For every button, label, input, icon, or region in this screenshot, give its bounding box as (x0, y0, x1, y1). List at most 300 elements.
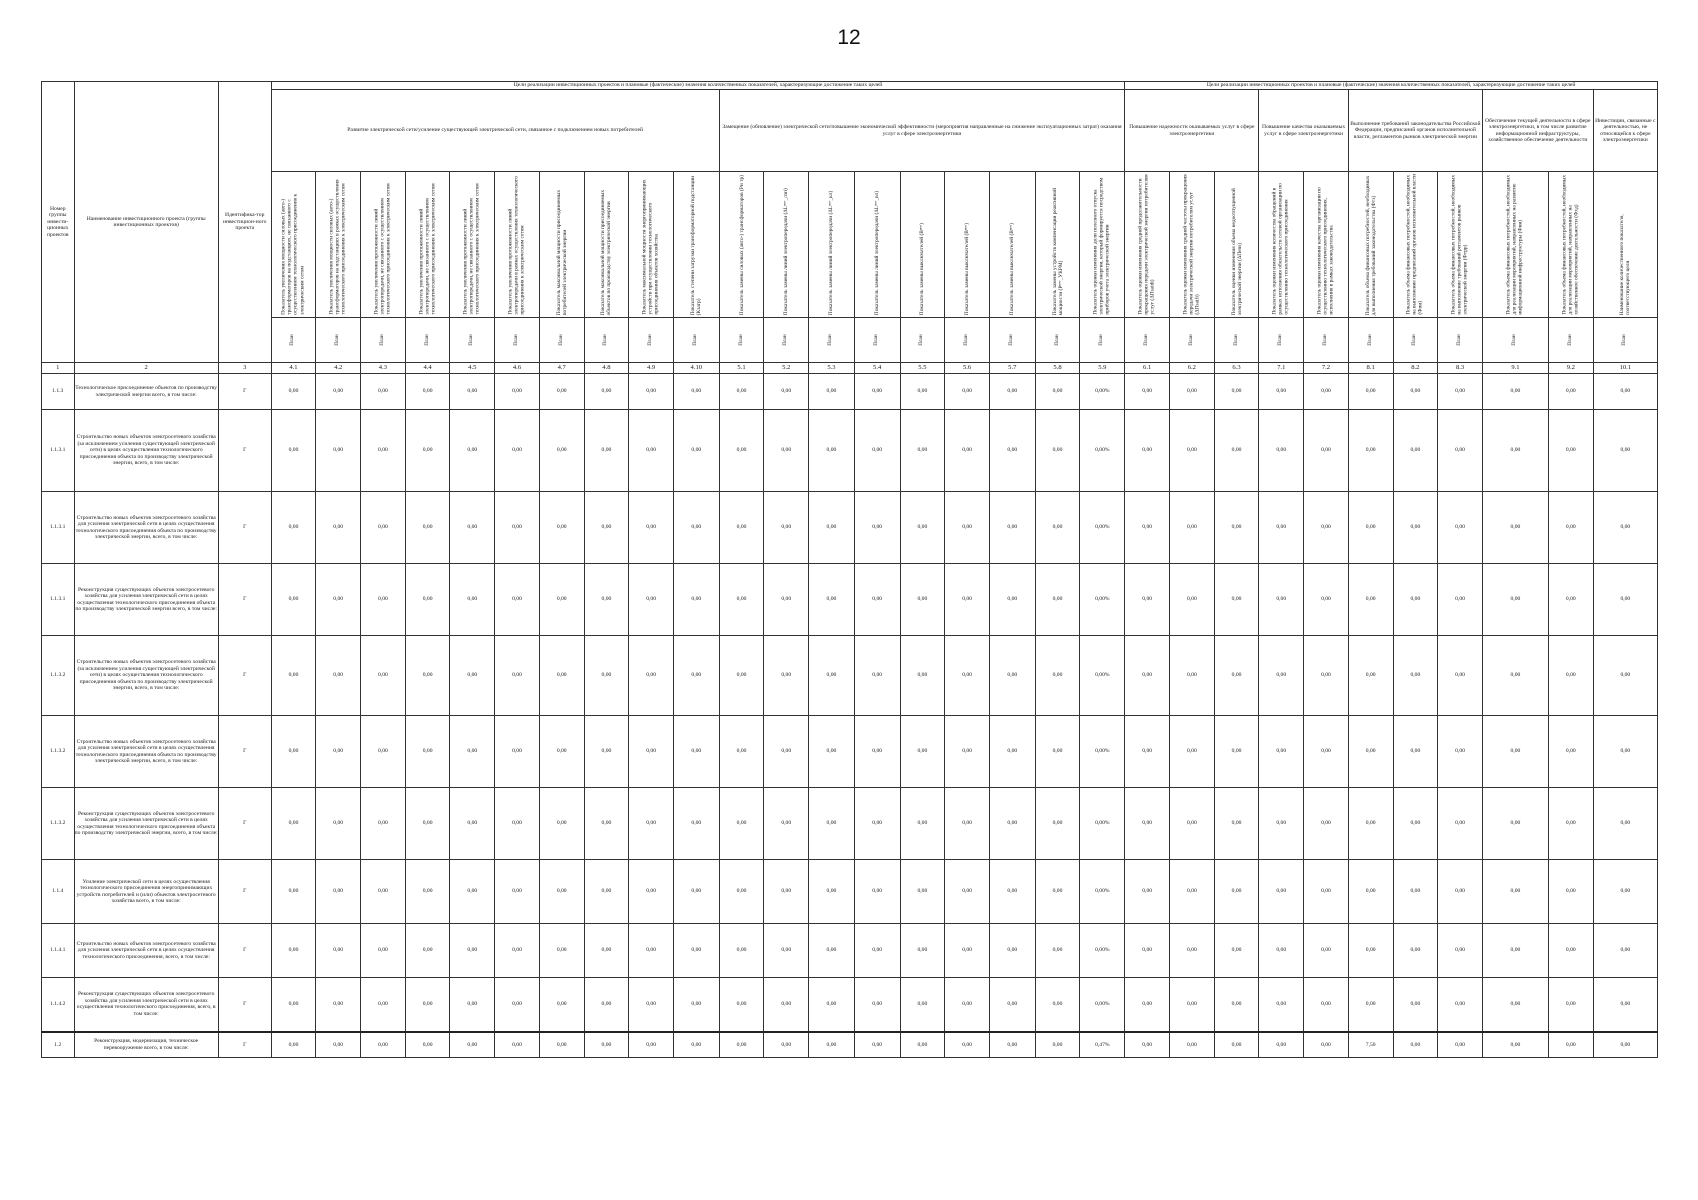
row-value: 0,00 (495, 924, 540, 978)
row-value: 0,00% (1080, 924, 1125, 978)
header-subgroup-4: Развитие электрической сети/усиление существующей электрической сети, связанное с подключением новых потребителей (271, 90, 719, 172)
row-value: 0,00 (719, 788, 764, 860)
row-value: 0,00 (361, 1032, 406, 1058)
row-value: 0,00 (1348, 410, 1393, 492)
row-value: 0,00 (1438, 374, 1483, 410)
row-value: 0,00 (1482, 978, 1548, 1032)
row-value: 0,00 (719, 374, 764, 410)
row-value: 0,00 (764, 564, 809, 636)
row-code: 1.1.3.2 (42, 788, 75, 860)
row-value: 0,00 (361, 716, 406, 788)
indicator-header-19 (1080, 172, 1125, 318)
row-value: 0,00 (854, 716, 900, 788)
indicator-label: Показатель увеличения протяженности линий электропередачи, не связанного с осуществлением технологического присоединения к электрическим сетям (462, 183, 482, 315)
row-value: 0,00 (854, 564, 900, 636)
indicator-header-27 (1438, 172, 1483, 318)
row-value: 0,00 (405, 374, 450, 410)
row-name: Строительство новых объектов электросетевого хозяйства (за исключением усиления существующей электрической сети) в целях осуществления технологического присоединения объекта по производству электрической энергии, всего, в том числе: (74, 410, 218, 492)
row-value: 0,00 (989, 716, 1035, 788)
row-value: 0,00 (271, 978, 316, 1032)
indicator-label: Показатель оценки изменения средней частоты прекращения передачи электрической энергии потребителям услуг (ΔПsaifi) (1182, 174, 1201, 315)
row-code: 1.1.4 (42, 860, 75, 924)
indicator-header-4 (405, 172, 450, 318)
indicator-label: Показатель оценки изменения качества организации по осуществлению технологического присоединения, исполнения в рамках законодательства (1316, 187, 1336, 315)
row-value: 0,00 (1035, 978, 1080, 1032)
row-value: 0,00 (854, 978, 900, 1032)
indicator-header-13 (809, 172, 855, 318)
row-name: Усиление электрической сети в целях осуществления технологического присоединения энергопринимающих устройств потребителей и (или) объектов электросетевого хозяйства всего, в том числе: (74, 860, 218, 924)
indicator-label: Показатель увеличения протяженности линий электропередачи, не связанного с осуществлением технологического присоединения к электрическим сетям (418, 183, 437, 315)
row-value: 0,00 (764, 374, 809, 410)
row-value: 0,00 (361, 492, 406, 564)
row-value: 0,00 (900, 860, 945, 924)
row-value: 0,00 (1393, 636, 1438, 716)
row-value: 0,00 (450, 410, 495, 492)
row-value: 0,00 (1259, 636, 1304, 716)
row-value: 0,00 (1348, 716, 1393, 788)
plan-label: План (468, 334, 475, 346)
row-value: 0,00 (945, 788, 990, 860)
plan-label: План (1511, 334, 1518, 346)
row-value: 0,00 (361, 924, 406, 978)
row-value: 0,00 (1393, 860, 1438, 924)
indicator-label: Показатель замены силовых (авто-) трансформаторов (Pн тр) (738, 174, 745, 315)
row-value: 0,00 (809, 716, 855, 788)
row-value: 0,00 (1438, 860, 1483, 924)
row-value: 0,00% (1080, 636, 1125, 716)
plan-header-3 (361, 318, 406, 363)
plan-label: План (1456, 334, 1463, 346)
plan-header-11 (719, 318, 764, 363)
row-value: 0,00 (361, 860, 406, 924)
plan-header-22 (1214, 318, 1259, 363)
row-name: Строительство новых объектов электросетевого хозяйства для усиления электрической сети в целях осуществления технологического присоединения, всего, в том числе: (74, 924, 218, 978)
column-number: 4.10 (673, 363, 719, 374)
table-row (42, 564, 1658, 636)
row-value: 0,00 (539, 564, 584, 636)
row-value: 0,00 (405, 636, 450, 716)
row-value: 0,00 (989, 788, 1035, 860)
plan-header-8 (584, 318, 629, 363)
row-value: 0,00 (673, 564, 719, 636)
indicator-header-24 (1304, 172, 1349, 318)
column-number: 5.9 (1080, 363, 1125, 374)
row-value: 0,00 (945, 978, 990, 1032)
column-number: 5.4 (854, 363, 900, 374)
indicator-header-14 (854, 172, 900, 318)
row-value: 0,00 (495, 564, 540, 636)
row-value: 0,00 (719, 978, 764, 1032)
row-value: 0,00 (1482, 860, 1548, 924)
row-value: 0,00 (719, 492, 764, 564)
row-value: 0,00 (1304, 564, 1349, 636)
plan-label: План (423, 334, 430, 346)
indicator-header-15 (900, 172, 945, 318)
row-value: 0,00 (316, 492, 361, 564)
row-value: 0,00 (1170, 564, 1215, 636)
row-value: 0,00 (945, 492, 990, 564)
row-value: 0,00 (673, 374, 719, 410)
row-value: 0,00 (1548, 860, 1593, 924)
row-value: 0,00 (1593, 564, 1657, 636)
plan-label: План (289, 334, 296, 346)
row-value: 0,00 (1125, 860, 1170, 924)
row-value: 0,00 (1482, 788, 1548, 860)
row-name: Реконструкция существующих объектов электросетевого хозяйства для усиления электрической сети в целях осуществления технологического присоединения объекта по производству электрической энергии, всего, в том числе: (74, 788, 218, 860)
plan-label: План (873, 334, 880, 346)
plan-header-13 (809, 318, 855, 363)
row-value: 0,00 (1348, 374, 1393, 410)
row-value: 0,00 (1170, 636, 1215, 716)
row-identifier: Г (218, 716, 271, 788)
plan-header-24 (1304, 318, 1349, 363)
indicator-header-17 (989, 172, 1035, 318)
row-value: 0,00 (1214, 374, 1259, 410)
plan-header-30 (1593, 318, 1657, 363)
row-value: 0,00 (539, 716, 584, 788)
row-value: 0,00 (1548, 924, 1593, 978)
row-value: 0,00 (764, 716, 809, 788)
indicator-label: Показатель замены линий электропередачи (ΔLⁿᵉʷ_лэп) (783, 187, 790, 315)
row-value: 0,00 (945, 564, 990, 636)
table-row (42, 788, 1658, 860)
plan-header-5 (450, 318, 495, 363)
row-value: 0,00 (673, 716, 719, 788)
row-value: 0,00 (719, 924, 764, 978)
row-code: 1.1.4.2 (42, 978, 75, 1032)
row-value: 0,00 (1259, 716, 1304, 788)
row-value: 0,00 (1259, 860, 1304, 924)
row-value: 0,00 (584, 924, 629, 978)
row-value: 0,00 (809, 924, 855, 978)
row-value: 0,00 (1214, 410, 1259, 492)
row-value: 0,00 (1259, 564, 1304, 636)
row-identifier: Г (218, 924, 271, 978)
row-value: 0,00 (1393, 492, 1438, 564)
row-value: 0,00 (809, 860, 855, 924)
row-value: 0,00 (316, 716, 361, 788)
row-value: 0,00 (1593, 410, 1657, 492)
plan-label: План (1321, 334, 1328, 346)
header-goals-right: Цели реализации инвестиционных проектов и плановые (фактические) значения количественных показателей, характеризующие достижение таких целей (1125, 82, 1658, 90)
row-value: 0,00 (1125, 410, 1170, 492)
table-row (42, 924, 1658, 978)
row-value: 0,00 (764, 492, 809, 564)
row-value: 0,00 (495, 410, 540, 492)
plan-label: План (647, 334, 654, 346)
row-value: 0,00 (1170, 410, 1215, 492)
row-value: 0,00 (854, 1032, 900, 1058)
row-code: 1.1.3.1 (42, 492, 75, 564)
column-number: 7.1 (1259, 363, 1304, 374)
header-subgroup-7: Повышение качества оказываемых услуг в сфере электроэнергетики (1259, 90, 1348, 172)
row-value: 0,00 (1304, 492, 1349, 564)
row-value: 0,00 (1482, 636, 1548, 716)
table-row (42, 716, 1658, 788)
row-value: 0,00 (629, 374, 674, 410)
row-value: 0,00 (495, 636, 540, 716)
row-value: 0,00 (900, 788, 945, 860)
row-value: 0,00 (1304, 924, 1349, 978)
row-value: 0,00 (809, 410, 855, 492)
row-value: 0,00 (1304, 374, 1349, 410)
column-number: 5.7 (989, 363, 1035, 374)
column-number: 4.8 (584, 363, 629, 374)
row-value: 0,00 (719, 1032, 764, 1058)
plan-label: План (334, 334, 341, 346)
row-value: 0,00 (271, 564, 316, 636)
row-value: 0,00 (854, 924, 900, 978)
row-value: 0,00 (316, 860, 361, 924)
row-value: 0,00% (1080, 978, 1125, 1032)
row-value: 0,00 (764, 636, 809, 716)
row-value: 0,00 (989, 860, 1035, 924)
indicator-header-8 (584, 172, 629, 318)
row-value: 0,00 (316, 564, 361, 636)
column-number: 4.5 (450, 363, 495, 374)
row-value: 0,00 (1548, 716, 1593, 788)
row-value: 0,00 (1214, 924, 1259, 978)
plan-header-19 (1080, 318, 1125, 363)
column-number: 4.7 (539, 363, 584, 374)
plan-label: План (1098, 334, 1105, 346)
row-value: 0,00 (1170, 978, 1215, 1032)
row-value: 0,00 (1348, 924, 1393, 978)
row-value: 0,00 (809, 374, 855, 410)
column-number: 4.6 (495, 363, 540, 374)
table-row (42, 492, 1658, 564)
indicator-label: Показатель замены устройств компенсации реактивной мощности (Pⁿᵉʷ_УКРМ) (1051, 187, 1064, 315)
plan-header-6 (495, 318, 540, 363)
row-value: 0,00 (809, 636, 855, 716)
header-subgroup-8: Выполнение требований законодательства Российской Федерации, предписаний органов исполнительной власти, регламентов рынков электрической энергии (1348, 90, 1482, 172)
row-value: 0,00 (584, 1032, 629, 1058)
table-row (42, 410, 1658, 492)
indicator-label: Показатель степени загрузки трансформаторной подстанции (Kзагр) (690, 175, 703, 315)
plan-label: План (1187, 334, 1194, 346)
indicator-header-11 (719, 172, 764, 318)
row-value: 0,00 (1304, 1032, 1349, 1058)
indicator-label: Показатель увеличения мощности силовых (авто-) трансформаторов на подстанциях, не связанного с осуществлением технологического присоединения к электрическим сетям (281, 194, 306, 315)
row-value: 0,00 (1170, 1032, 1215, 1058)
row-identifier: Г (218, 564, 271, 636)
plan-label: План (557, 334, 564, 346)
row-value: 0,00 (271, 374, 316, 410)
column-number: 5.8 (1035, 363, 1080, 374)
row-name: Реконструкция существующих объектов электросетевого хозяйства для усиления электрической сети в целях осуществления технологического присоединения объекта по производству электрической энергии всего, в том числе: (74, 564, 218, 636)
plan-header-29 (1548, 318, 1593, 363)
row-value: 0,00 (450, 1032, 495, 1058)
row-value: 0,00 (539, 1032, 584, 1058)
indicator-header-23 (1259, 172, 1304, 318)
row-value: 0,00 (809, 492, 855, 564)
row-value: 0,00 (629, 636, 674, 716)
plan-label: План (918, 334, 925, 346)
row-value: 0,00 (1438, 788, 1483, 860)
row-value: 0,00 (584, 374, 629, 410)
row-value: 0,00 (1393, 788, 1438, 860)
table-row (42, 374, 1658, 410)
plan-header-4 (405, 318, 450, 363)
row-value: 0,00 (1259, 374, 1304, 410)
row-value: 0,00 (673, 924, 719, 978)
row-value: 0,00 (900, 716, 945, 788)
row-value: 0,00 (673, 636, 719, 716)
plan-label: План (1277, 334, 1284, 346)
row-value: 0,00 (719, 564, 764, 636)
column-number: 4.2 (316, 363, 361, 374)
row-value: 0,00 (1259, 410, 1304, 492)
row-value: 0,00 (495, 492, 540, 564)
row-value: 0,00 (764, 1032, 809, 1058)
column-number: 6.3 (1214, 363, 1259, 374)
row-value: 0,00 (1214, 564, 1259, 636)
indicator-header-12 (764, 172, 809, 318)
row-value: 0,00 (405, 924, 450, 978)
row-value: 0,00 (1348, 564, 1393, 636)
row-value: 0,00 (450, 788, 495, 860)
row-value: 0,00 (450, 636, 495, 716)
plan-header-27 (1438, 318, 1483, 363)
row-identifier: Г (218, 374, 271, 410)
row-value: 0,00 (405, 788, 450, 860)
row-value: 0,00 (1548, 492, 1593, 564)
row-value: 0,00 (271, 716, 316, 788)
plan-header-12 (764, 318, 809, 363)
row-value: 0,00 (450, 716, 495, 788)
row-value: 0,00 (764, 410, 809, 492)
row-value: 0,00 (809, 1032, 855, 1058)
row-value: 0,00 (271, 410, 316, 492)
row-name: Строительство новых объектов электросетевого хозяйства (за исключением усиления существующей электрической сети) в целях осуществления технологического присоединения объекта по производству электрической энергии, всего, в том числе: (74, 636, 218, 716)
row-value: 0,00 (1393, 924, 1438, 978)
indicator-label: Показатель замены линий электропередачи (ΔLⁿᵉʷ_кл) (828, 190, 835, 315)
row-value: 0,00 (271, 860, 316, 924)
row-value: 0,00 (900, 492, 945, 564)
plan-label: План (513, 334, 520, 346)
row-value: 0,00 (1393, 1032, 1438, 1058)
row-value: 0,00 (1348, 492, 1393, 564)
plan-label: План (1566, 334, 1573, 346)
column-number: 5.1 (719, 363, 764, 374)
row-name: Строительство новых объектов электросетевого хозяйства для усиления электрической сети в целях осуществления технологического присоединения объекта по производству электрической энергии, всего, в том числе: (74, 716, 218, 788)
row-value: 0,00 (1304, 978, 1349, 1032)
row-value: 0,00 (1125, 374, 1170, 410)
row-code: 1.1.3.1 (42, 410, 75, 492)
row-value: 0,00 (361, 374, 406, 410)
column-number: 4.3 (361, 363, 406, 374)
row-value: 0,00 (989, 374, 1035, 410)
indicator-label: Показатель замены выключателей (Вⁿᵉʷ) (919, 222, 926, 315)
row-value: 0,00 (1170, 924, 1215, 978)
row-value: 0,00 (1259, 788, 1304, 860)
row-value: 0,00 (450, 860, 495, 924)
row-value: 0,00 (1035, 788, 1080, 860)
row-value: 0,00 (361, 636, 406, 716)
indicator-header-26 (1393, 172, 1438, 318)
row-value: 0,00 (1548, 564, 1593, 636)
row-identifier: Г (218, 410, 271, 492)
column-number: 4.4 (405, 363, 450, 374)
row-value: 0,00 (539, 374, 584, 410)
row-value: 0,00 (1035, 636, 1080, 716)
row-value: 0,00 (854, 374, 900, 410)
header-goals-left: Цели реализации инвестиционных проектов и плановые (фактические) значения количественных показателей, характеризующие достижение таких целей (271, 82, 1125, 90)
row-value: 0,00 (1393, 978, 1438, 1032)
row-value: 0,00 (719, 716, 764, 788)
indicator-label: Показатель объема финансовых потребностей, необходимых на выполнение предписаний органов исполнительной власти (Фпи) (1406, 174, 1425, 315)
header-group-number: Номер группы инвести-ционных проектов (42, 82, 75, 363)
plan-label: План (1232, 334, 1239, 346)
plan-header-20 (1125, 318, 1170, 363)
column-number: 10.1 (1593, 363, 1657, 374)
indicator-header-7 (539, 172, 584, 318)
row-value: 0,00 (854, 410, 900, 492)
indicator-label: Показатель объема финансовых потребностей, необходимых для реализации мероприятий, направленных на хозяйственное обеспечение деятельности (Фхд) (1561, 175, 1580, 315)
row-value: 0,00 (945, 374, 990, 410)
row-value: 0,00 (854, 860, 900, 924)
indicator-header-6 (495, 172, 540, 318)
table-row (42, 978, 1658, 1032)
row-value: 0,00 (1438, 492, 1483, 564)
row-value: 0,00 (629, 1032, 674, 1058)
row-name: Строительство новых объектов электросетевого хозяйства для усиления электрической сети в целях осуществления технологического присоединения объекта по производству электрической энергии, всего, в том числе: (74, 492, 218, 564)
row-value: 0,00 (405, 716, 450, 788)
row-value: 0,00 (673, 492, 719, 564)
row-value: 0,00 (1259, 978, 1304, 1032)
row-value: 0,00 (809, 788, 855, 860)
row-name: Реконструкция, модернизация, техническое перевооружение всего, в том числе: (74, 1032, 218, 1058)
row-value: 0,00 (854, 788, 900, 860)
row-value: 0,00 (539, 410, 584, 492)
row-value: 0,00 (900, 1032, 945, 1058)
row-value: 0,00 (1482, 716, 1548, 788)
plan-header-7 (539, 318, 584, 363)
row-value: 0,00 (1548, 636, 1593, 716)
row-value: 0,00 (584, 410, 629, 492)
row-value: 0,00 (629, 924, 674, 978)
header-subgroup-10: Инвестиции, связанные с деятельностью, не относящейся к сфере электроэнергетики (1593, 90, 1657, 172)
row-identifier: Г (218, 492, 271, 564)
row-value: 0,00 (405, 410, 450, 492)
row-value: 0,00 (1438, 716, 1483, 788)
row-value: 0,00 (629, 716, 674, 788)
row-code: 1.1.4.1 (42, 924, 75, 978)
row-value: 0,00 (1035, 1032, 1080, 1058)
row-value: 0,00 (405, 1032, 450, 1058)
row-code: 1.1.3.2 (42, 636, 75, 716)
row-value: 0,00 (584, 492, 629, 564)
row-value: 0,00 (945, 636, 990, 716)
row-value: 0,00 (809, 564, 855, 636)
row-value: 0,00% (1080, 492, 1125, 564)
column-number: 5.3 (809, 363, 855, 374)
row-code: 1.1.3 (42, 374, 75, 410)
row-value: 0,00 (271, 636, 316, 716)
row-value: 0,00 (764, 924, 809, 978)
plan-label: План (602, 334, 609, 346)
row-value: 0,00 (854, 636, 900, 716)
row-value: 0,00 (1214, 492, 1259, 564)
indicator-header-3 (361, 172, 406, 318)
row-value: 0,00 (719, 636, 764, 716)
row-value: 0,00 (945, 860, 990, 924)
row-value: 0,00 (1593, 636, 1657, 716)
row-value: 0,00 (450, 978, 495, 1032)
row-value: 0,00 (764, 978, 809, 1032)
plan-label: План (782, 334, 789, 346)
row-value: 0,00 (1214, 716, 1259, 788)
